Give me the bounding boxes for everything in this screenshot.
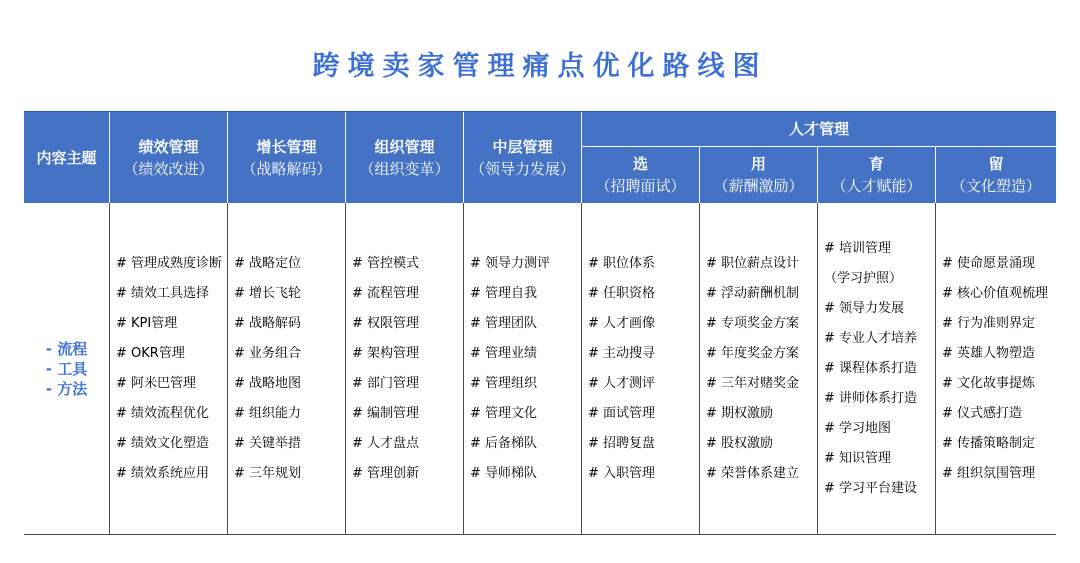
list-item: # 招聘复盘 [588,435,656,451]
list-item: # 人才盘点 [352,435,420,451]
list-item: # 荣誉体系建立 [706,465,800,481]
header-organization [346,112,464,203]
list-item: # 浮动薪酬机制 [706,285,800,301]
header-performance-sub: （绩效改进） [123,159,214,178]
header-organization-sub: （组织变革） [359,159,450,178]
list-item: # 管理自我 [470,285,538,301]
header-retain [936,147,1056,203]
header-middle-main: 中层管理 [492,137,553,156]
list-item: # 增长飞轮 [234,285,302,301]
list-item: # 管理创新 [352,465,420,481]
list-item: # 架构管理 [352,345,420,361]
header-talent-label: 人才管理 [788,120,849,138]
list-item: # 职位体系 [588,255,656,271]
list-item: # 核心价值观梳理 [942,285,1049,301]
list-item: # 主动搜寻 [588,345,656,361]
list-item: # 期权激励 [706,405,774,421]
header-retain-sub: （文化塑造） [950,177,1041,195]
list-item: # KPI管理 [116,315,178,331]
header-growth-sub: （战略解码） [241,159,332,178]
header-select [582,147,700,203]
list-item: # 管理团队 [470,315,538,331]
header-use-main: 用 [750,155,766,173]
list-item: # 战略定位 [234,255,302,271]
row-label-methods: - 方法 [45,379,88,398]
header-topic-label: 内容主题 [36,148,97,167]
table-bottom-border [24,534,1056,535]
list-item: # 课程体系打造 [824,360,918,376]
row-label [24,203,110,534]
list-item: # 管理组织 [470,375,538,391]
column-growth [228,203,346,534]
header-topic [24,112,110,203]
page-title: 跨境卖家管理痛点优化路线图 [312,51,768,82]
column-use [700,203,818,534]
list-item: # 文化故事提炼 [942,375,1036,391]
row-label-process: - 流程 [45,339,88,358]
list-item: # 管理业绩 [470,345,538,361]
list-item: # 权限管理 [352,315,420,331]
list-middle [464,249,550,489]
list-item: # 任职资格 [588,285,656,301]
list-item: # 学习地图 [824,420,892,436]
list-item: # 管理文化 [470,405,538,421]
list-item: # 专项奖金方案 [706,315,800,331]
column-performance [110,203,228,534]
header-use-sub: （薪酬激励） [713,177,804,195]
list-organization [346,249,419,489]
list-item: # 业务组合 [234,345,302,361]
list-retain [936,249,1048,489]
list-growth [228,249,301,489]
list-item: # 部门管理 [352,375,420,391]
list-select [582,249,655,489]
list-item: # 面试管理 [588,405,656,421]
list-item: # 培训管理 [824,240,892,256]
list-item: # 阿米巴管理 [116,375,197,391]
list-item: # 绩效流程优化 [116,405,210,421]
row-label-tools: - 工具 [45,359,88,378]
header-middle-sub: （领导力发展） [469,159,575,178]
list-item: # 绩效工具选择 [116,285,210,301]
list-item: # 英雄人物塑造 [942,345,1036,361]
list-item: # 战略解码 [234,315,302,331]
header-use [700,147,818,203]
list-item: # 入职管理 [588,465,656,481]
header-performance-main: 绩效管理 [138,137,199,156]
list-item: # 领导力发展 [824,300,905,316]
list-item: # 三年对赌奖金 [706,375,800,391]
list-develop [818,234,917,504]
list-item: # 专业人才培养 [824,330,918,346]
list-item: # 行为准则界定 [942,315,1036,331]
column-retain [936,203,1056,534]
header-talent [582,112,1056,147]
list-performance [110,249,222,489]
list-item: # 绩效文化塑造 [116,435,210,451]
header-select-main: 选 [632,155,648,173]
list-item: # 战略地图 [234,375,302,391]
list-item: # 讲师体系打造 [824,390,918,406]
list-item: # 绩效系统应用 [116,465,210,481]
list-item: # 三年规划 [234,465,302,481]
column-middle [464,203,582,534]
list-item: # 管控模式 [352,255,420,271]
list-item: # 编制管理 [352,405,420,421]
list-item: # 人才测评 [588,375,656,391]
header-select-sub: （招聘面试） [595,177,686,195]
header-organization-main: 组织管理 [374,137,435,156]
header-growth-main: 增长管理 [256,137,317,156]
list-item: # 后备梯队 [470,435,538,451]
header-retain-main: 留 [988,155,1004,173]
column-organization [346,203,464,534]
list-item: # OKR管理 [116,345,185,361]
header-growth [228,112,346,203]
list-item: （学习护照） [824,270,903,286]
list-item: # 学习平台建设 [824,480,918,496]
list-item: # 职位薪点设计 [706,255,800,271]
list-item: # 领导力测评 [470,255,551,271]
list-item: # 传播策略制定 [942,435,1036,451]
list-item: # 使命愿景涌现 [942,255,1036,271]
list-item: # 组织氛围管理 [942,465,1036,481]
list-item: # 关键举措 [234,435,302,451]
list-item: # 流程管理 [352,285,420,301]
header-performance [110,112,228,203]
header-develop-sub: （人才赋能） [831,177,922,195]
header-develop [818,147,936,203]
column-develop [818,203,936,534]
list-use [700,249,799,489]
column-select [582,203,700,534]
header-develop-main: 育 [868,155,884,173]
list-item: # 股权激励 [706,435,774,451]
header-middle [464,112,582,203]
list-item: # 组织能力 [234,405,302,421]
list-item: # 仪式感打造 [942,405,1023,421]
list-item: # 年度奖金方案 [706,345,800,361]
list-item: # 知识管理 [824,450,892,466]
list-item: # 管理成熟度诊断 [116,255,223,271]
list-item: # 导师梯队 [470,465,538,481]
list-item: # 人才画像 [588,315,656,331]
